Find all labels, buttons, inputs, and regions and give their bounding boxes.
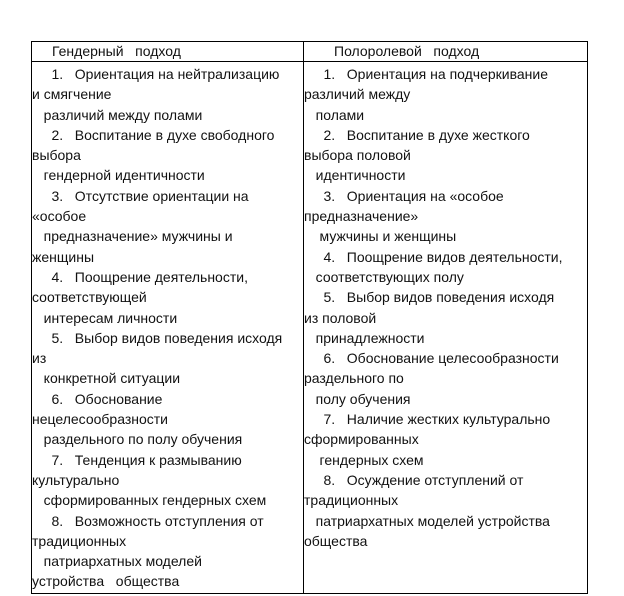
sex-role-approach-line: различий между [304,86,411,103]
gender-approach-line: 1. Ориентация на нейтрализацию [32,66,280,82]
sex-role-approach-line: сформированных [304,431,419,448]
sex-role-approach-line: гендерных схем [304,451,424,468]
sex-role-approach-line: патриархатных моделей устройства [304,512,550,529]
gender-approach-line: традиционных [32,532,127,549]
gender-approach-line: культурально [32,471,120,488]
gender-approach-line: 7. Тенденция к размыванию [32,451,242,468]
gender-approach-line: сформированных гендерных схем [32,492,267,509]
sex-role-approach-line: раздельного по [304,370,404,387]
gender-approach-line: 3. Отсутствие ориентации на [32,187,249,204]
sex-role-approach-line: 8. Осуждение отступлений от [304,471,524,488]
gender-approach-line: 4. Поощрение деятельности, [32,268,248,285]
sex-role-approach-line: из половой [304,309,377,326]
gender-approach-line: предназначение» мужчины и [32,228,233,245]
gender-approach-line: патриархатных моделей [32,553,202,570]
sex-role-approach-line: общества [304,532,368,549]
gender-approach-line: 2. Воспитание в духе свободного [32,126,275,143]
header-sex-role-approach: Полоролевой подход [334,43,480,59]
gender-approach-line: 8. Возможность отступления от [32,512,264,529]
gender-approach-line: гендерной идентичности [32,167,205,184]
gender-approach-line: 6. Обоснование [32,390,163,407]
comparison-table [31,41,588,594]
table-body-row [32,62,587,593]
sex-role-approach-line: выбора половой [304,147,411,164]
gender-approach-line: устройства общества [32,573,180,590]
table-header-row [32,42,587,62]
sex-role-approach-line: идентичности [304,167,406,184]
gender-approach-line: выбора [32,147,81,164]
gender-approach-line: интересам личности [32,309,178,326]
sex-role-approach-line: полу обучения [304,390,411,407]
gender-approach-line: из [32,350,47,367]
sex-role-approach-line: 3. Ориентация на «особое [304,187,504,204]
gender-approach-line: различий между полами [32,106,203,123]
gender-approach-line: нецелесообразности [32,411,168,428]
gender-approach-line: конкретной ситуации [32,370,181,387]
gender-approach-line: соответствующей [32,289,147,306]
sex-role-approach-cell [304,62,587,593]
sex-role-approach-line: традиционных [304,492,399,509]
gender-approach-cell [32,62,304,593]
sex-role-approach-line: 5. Выбор видов поведения исходя [304,289,555,306]
sex-role-approach-line: 7. Наличие жестких культурально [304,411,551,428]
gender-approach-line: и смягчение [32,86,112,103]
sex-role-approach-line: принадлежности [304,329,425,346]
header-gender-approach: Гендерный подход [32,42,304,61]
sex-role-approach-line: предназначение» [304,208,419,225]
sex-role-approach-line: полами [304,106,365,123]
sex-role-approach-line: 6. Обоснование целесообразности [304,350,559,367]
sex-role-approach-line: 2. Воспитание в духе жесткого [304,126,530,143]
sex-role-approach-line: соответствующих полу [304,268,464,285]
gender-approach-line: «особое [32,208,87,225]
gender-approach-line: 5. Выбор видов поведения исходя [32,329,283,346]
sex-role-approach-line: мужчины и женщины [304,228,457,245]
gender-approach-line: раздельного по полу обучения [32,431,243,448]
sex-role-approach-line: 4. Поощрение видов деятельности, [304,248,563,265]
gender-approach-line: женщины [32,248,95,265]
sex-role-approach-line: 1. Ориентация на подчеркивание [304,66,549,82]
